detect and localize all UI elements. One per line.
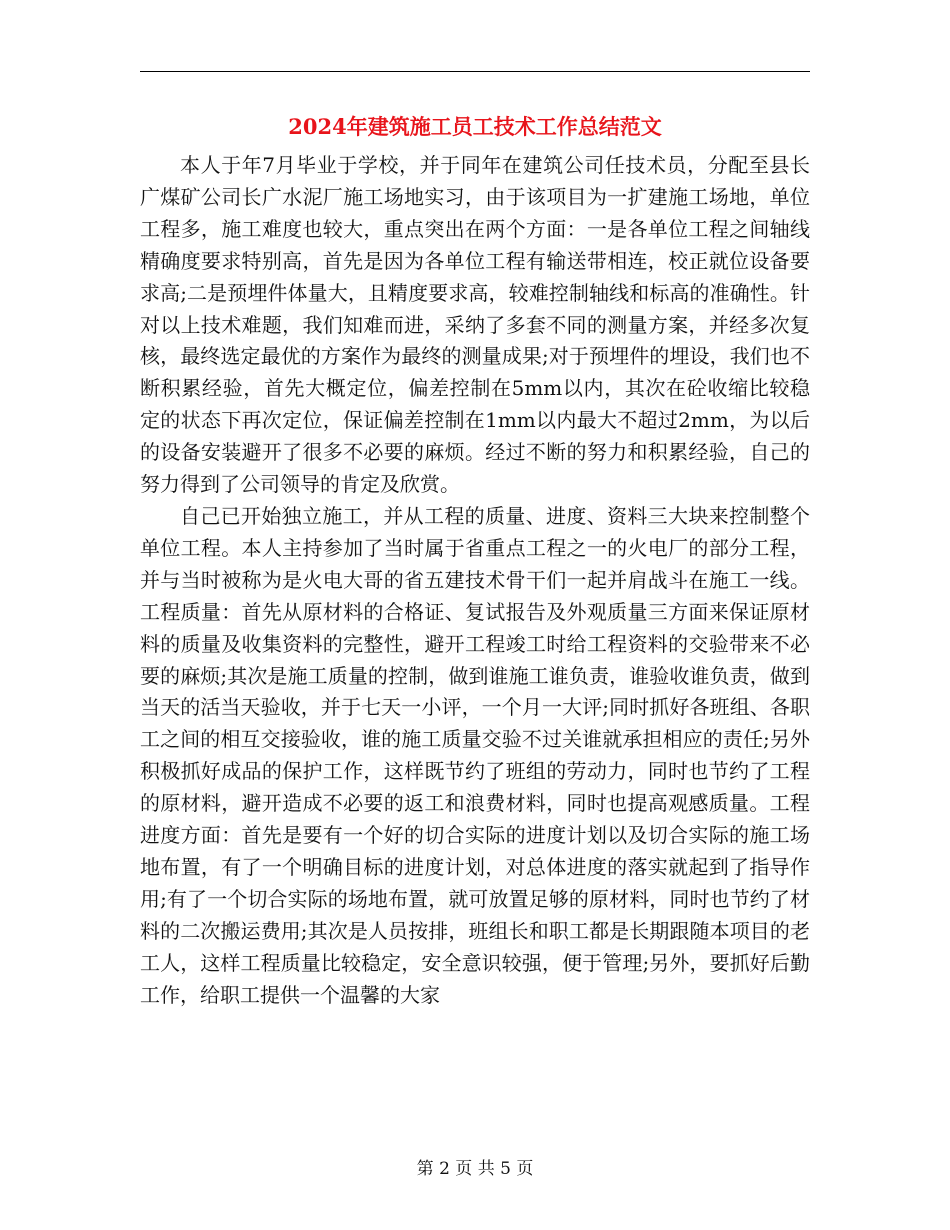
- document-body: [140, 150, 810, 1011]
- paragraph-1: 本人于年7月毕业于学校，并于同年在建筑公司任技术员，分配至县长广煤矿公司长广水泥厂施工场地实习，由于该项目为一扩建施工场地，单位工程多，施工难度也较大，重点突出在两个方面：一是各单位工程之间轴线精确度要求特别高，首先是因为各单位工程有输送带相连，校正就位设备要求高;二是预埋件体量大，且精度要求高，较难控制轴线和标高的准确性。针对以上技术难题，我们知难而进，采纳了多套不同的测量方案，并经多次复核，最终选定最优的方案作为最终的测量成果;对于预埋件的埋设，我们也不断积累经验，首先大概定位，偏差控制在5mm以内，其次在砼收缩比较稳定的状态下再次定位，保证偏差控制在1mm以内最大不超过2mm，为以后的设备安装避开了很多不必要的麻烦。经过不断的努力和积累经验，自己的努力得到了公司领导的肯定及欣赏。: [140, 153, 810, 497]
- paragraph-2: 自己已开始独立施工，并从工程的质量、进度、资料三大块来控制整个单位工程。本人主持参加了当时属于省重点工程之一的火电厂的部分工程，并与当时被称为是火电大哥的省五建技术骨干们一起并肩战斗在施工一线。工程质量：首先从原材料的合格证、复试报告及外观质量三方面来保证原材料的质量及收集资料的完整性，避开工程竣工时给工程资料的交验带来不必要的麻烦;其次是施工质量的控制，做到谁施工谁负责，谁验收谁负责，做到当天的活当天验收，并于七天一小评，一个月一大评;同时抓好各班组、各职工之间的相互交接验收，谁的施工质量交验不过关谁就承担相应的责任;另外积极抓好成品的保护工作，这样既节约了班组的劳动力，同时也节约了工程的原材料，避开造成不必要的返工和浪费材料，同时也提高观感质量。工程进度方面：首先是要有一个好的切合实际的进度计划以及切合实际的施工场地布置，有了一个明确目标的进度计划，对总体进度的落实就起到了指导作用;有了一个切合实际的场地布置，就可放置足够的原材料，同时也节约了材料的二次搬运费用;其次是人员按排，班组长和职工都是长期跟随本项目的老工人，这样工程质量比较稳定，安全意识较强，便于管理;另外，要抓好后勤工作，给职工提供一个温馨的大家: [140, 503, 810, 1007]
- document-title: 2024年建筑施工员工技术工作总结范文: [288, 114, 662, 139]
- header-rule: [140, 71, 810, 72]
- page-number-footer: 第 2 页 共 5 页: [416, 1159, 534, 1179]
